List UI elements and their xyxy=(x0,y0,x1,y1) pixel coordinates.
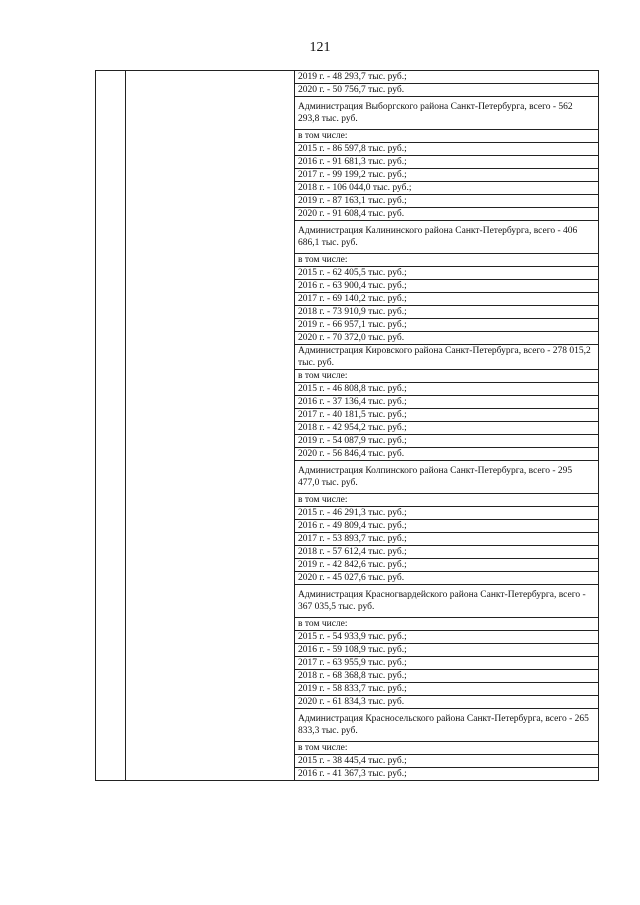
district-heading-cell: Администрация Калининского района Санкт-Петербурга, всего - 406 686,1 тыс. руб. xyxy=(295,221,599,254)
table-cell: 2020 г. - 45 027,6 тыс. руб. xyxy=(295,572,599,585)
table-cell: 2015 г. - 46 291,3 тыс. руб.; xyxy=(295,507,599,520)
empty-cell-1 xyxy=(96,71,126,781)
table-cell: 2016 г. - 49 809,4 тыс. руб.; xyxy=(295,520,599,533)
table-cell: 2015 г. - 62 405,5 тыс. руб.; xyxy=(295,267,599,280)
table-cell: 2019 г. - 58 833,7 тыс. руб.; xyxy=(295,683,599,696)
district-heading-cell: Администрация Кировского района Санкт-Петербурга, всего - 278 015,2 тыс. руб. xyxy=(295,345,599,370)
table-cell: в том числе: xyxy=(295,618,599,631)
table-cell: в том числе: xyxy=(295,742,599,755)
table-cell: 2016 г. - 91 681,3 тыс. руб.; xyxy=(295,156,599,169)
table-cell: 2018 г. - 57 612,4 тыс. руб.; xyxy=(295,546,599,559)
table-cell: в том числе: xyxy=(295,130,599,143)
table-cell: в том числе: xyxy=(295,494,599,507)
table-cell: 2020 г. - 61 834,3 тыс. руб. xyxy=(295,696,599,709)
table-cell: 2017 г. - 53 893,7 тыс. руб.; xyxy=(295,533,599,546)
funding-table-body xyxy=(96,71,599,781)
table-cell: 2019 г. - 48 293,7 тыс. руб.; xyxy=(295,71,599,84)
table-cell: в том числе: xyxy=(295,254,599,267)
table-cell: 2019 г. - 54 087,9 тыс. руб.; xyxy=(295,435,599,448)
table-cell: 2018 г. - 106 044,0 тыс. руб.; xyxy=(295,182,599,195)
table-cell: 2016 г. - 41 367,3 тыс. руб.; xyxy=(295,768,599,781)
table-cell: 2016 г. - 63 900,4 тыс. руб.; xyxy=(295,280,599,293)
district-heading-cell: Администрация Колпинского района Санкт-Петербурга, всего - 295 477,0 тыс. руб. xyxy=(295,461,599,494)
page-number: 121 xyxy=(309,40,331,55)
table-cell: 2018 г. - 42 954,2 тыс. руб.; xyxy=(295,422,599,435)
empty-cell-2 xyxy=(126,71,295,781)
table-cell: 2017 г. - 99 199,2 тыс. руб.; xyxy=(295,169,599,182)
table-cell: 2015 г. - 46 808,8 тыс. руб.; xyxy=(295,383,599,396)
table-cell: 2019 г. - 66 957,1 тыс. руб.; xyxy=(295,319,599,332)
table-cell: 2017 г. - 63 955,9 тыс. руб.; xyxy=(295,657,599,670)
table-cell: 2017 г. - 40 181,5 тыс. руб.; xyxy=(295,409,599,422)
table-cell: 2018 г. - 73 910,9 тыс. руб.; xyxy=(295,306,599,319)
table-cell: 2016 г. - 37 136,4 тыс. руб.; xyxy=(295,396,599,409)
table-cell: 2020 г. - 50 756,7 тыс. руб. xyxy=(295,84,599,97)
table-row xyxy=(96,71,599,84)
table-cell: в том числе: xyxy=(295,370,599,383)
district-heading-cell: Администрация Выборгского района Санкт-Петербурга, всего - 562 293,8 тыс. руб. xyxy=(295,97,599,130)
table-cell: 2017 г. - 69 140,2 тыс. руб.; xyxy=(295,293,599,306)
table-cell: 2015 г. - 54 933,9 тыс. руб.; xyxy=(295,631,599,644)
table-cell: 2019 г. - 87 163,1 тыс. руб.; xyxy=(295,195,599,208)
table-cell: 2015 г. - 38 445,4 тыс. руб.; xyxy=(295,755,599,768)
table-cell: 2020 г. - 70 372,0 тыс. руб. xyxy=(295,332,599,345)
table-cell: 2018 г. - 68 368,8 тыс. руб.; xyxy=(295,670,599,683)
district-heading-cell: Администрация Красногвардейского района Санкт-Петербурга, всего - 367 035,5 тыс. руб. xyxy=(295,585,599,618)
table-cell: 2016 г. - 59 108,9 тыс. руб.; xyxy=(295,644,599,657)
table-cell: 2019 г. - 42 842,6 тыс. руб.; xyxy=(295,559,599,572)
table-cell: 2020 г. - 56 846,4 тыс. руб. xyxy=(295,448,599,461)
table-cell: 2015 г. - 86 597,8 тыс. руб.; xyxy=(295,143,599,156)
district-heading-cell: Администрация Красносельского района Санкт-Петербурга, всего - 265 833,3 тыс. руб. xyxy=(295,709,599,742)
table-cell: 2020 г. - 91 608,4 тыс. руб. xyxy=(295,208,599,221)
funding-table xyxy=(95,70,599,781)
